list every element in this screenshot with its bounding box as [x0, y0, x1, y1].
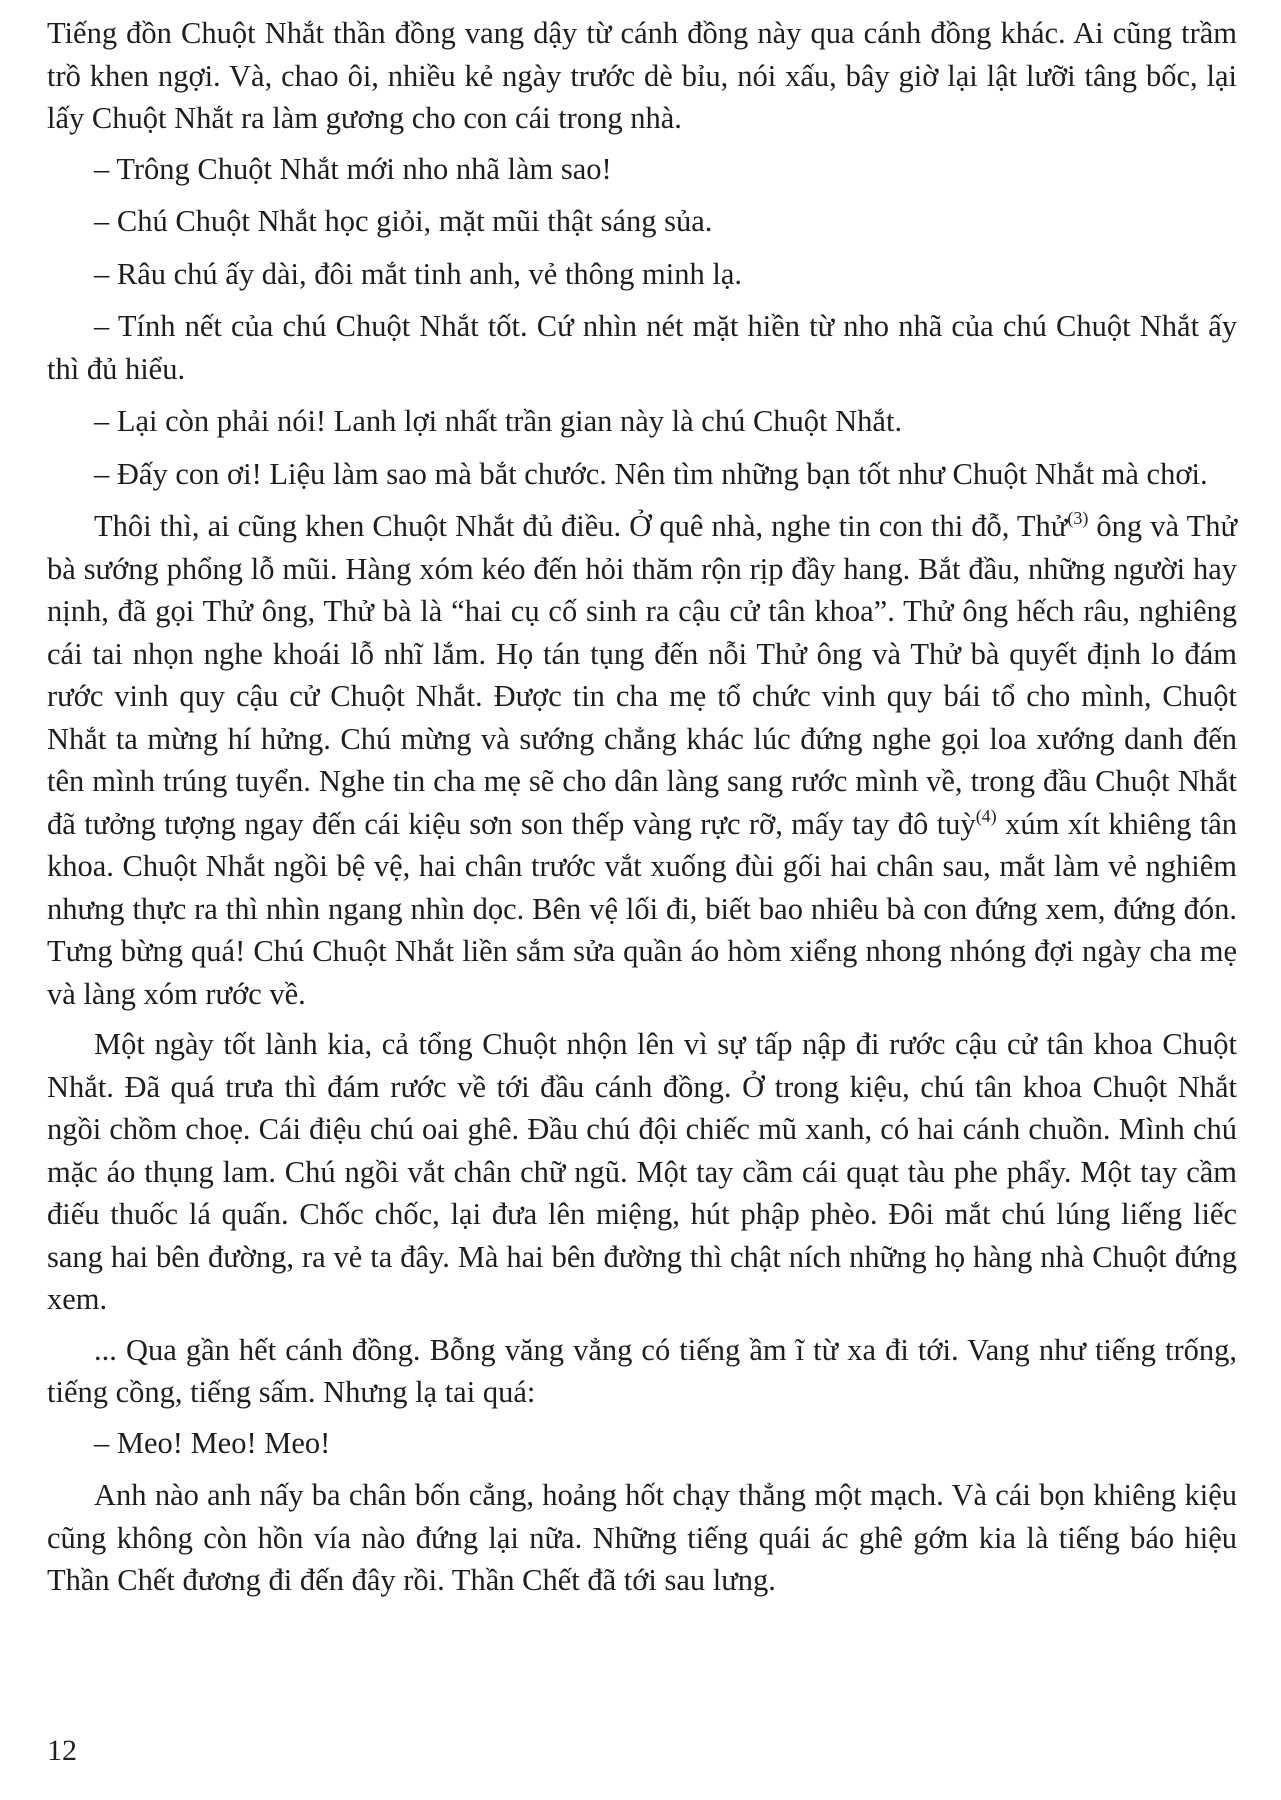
page-body: [47, 12, 1237, 1610]
dialogue-line-6: – Đấy con ơi! Liệu làm sao mà bắt chước. Nên tìm những bạn tốt như Chuột Nhắt mà chơi.: [94, 456, 1208, 491]
dialogue-meo: – Meo! Meo! Meo!: [94, 1425, 331, 1460]
footnote-marker-4: (4): [975, 805, 997, 826]
paragraph-text-part: ông và Thử bà sướng phổng lỗ mũi. Hàng xóm kéo đến hỏi thăm rộn rịp đầy hang. Bắt đầu, những người hay nịnh, đã gọi Thử ông, Thử bà là “hai cụ cố sinh ra cậu cử tân khoa”. Thử ông hếch râu, nghiêng cái tai nhọn nghe khoái lỗ nhĩ lắm. Họ tán tụng đến nỗi Thử ông và Thử bà quyết định lo đám rước vinh quy cậu cử Chuột Nhắt. Được tin cha mẹ tổ chức vinh quy bái tổ cho mình, Chuột Nhắt ta mừng hí hửng. Chú mừng và sướng chẳng khác lúc đứng nghe gọi loa xướng danh đến tên mình trúng tuyển. Nghe tin cha mẹ sẽ cho dân làng sang rước mình về, trong đầu Chuột Nhắt đã tưởng tượng ngay đến cái kiệu sơn son thếp vàng rực rỡ, mấy tay đô tuỳ: [47, 509, 1237, 841]
paragraph-noise: ... Qua gần hết cánh đồng. Bỗng văng vẳng có tiếng ầm ĩ từ xa đi tới. Vang như tiếng trống, tiếng cồng, tiếng sấm. Nhưng lạ tai quá:: [47, 1332, 1237, 1409]
dialogue-line-1: – Trông Chuột Nhắt mới nho nhã làm sao!: [94, 151, 612, 186]
paragraph-text-part: Thôi thì, ai cũng khen Chuột Nhắt đủ điều. Ở quê nhà, nghe tin con thi đỗ, Thử: [94, 509, 1068, 543]
dialogue-line-4: – Tính nết của chú Chuột Nhắt tốt. Cứ nhìn nét mặt hiền từ nho nhã của chú Chuột Nhắt ấy thì đủ hiểu.: [47, 309, 1237, 386]
footnote-marker-3: (3): [1067, 508, 1089, 528]
paragraph-text-part: xúm xít khiêng tân khoa. Chuột Nhắt ngồi bệ vệ, hai chân trước vắt xuống đùi gối hai chân sau, mắt làm vẻ nghiêm nhưng thực ra thì nhìn ngang nhìn dọc. Bên vệ lối đi, biết bao nhiêu bà con đứng xem, đứng đón. Tưng bừng quá! Chú Chuột Nhắt liền sắm sửa quần áo hòm xiểng nhong nhóng đợi ngày cha mẹ và làng xóm rước về.: [47, 806, 1237, 1011]
dialogue-line-2: – Chú Chuột Nhắt học giỏi, mặt mũi thật sáng sủa.: [94, 204, 713, 238]
paragraph-opening: Tiếng đồn Chuột Nhắt thần đồng vang dậy từ cánh đồng này qua cánh đồng khác. Ai cũng trầm trồ khen ngợi. Và, chao ôi, nhiều kẻ ngày trước dè bỉu, nói xấu, bây giờ lại lật lưỡi tâng bốc, lại lấy Chuột Nhắt ra làm gương cho con cái trong nhà.: [47, 16, 1237, 135]
paragraph-procession: Một ngày tốt lành kia, cả tổng Chuột nhộn lên vì sự tấp nập đi rước cậu cử tân khoa Chuột Nhắt. Đã quá trưa thì đám rước về tới đầu cánh đồng. Ở trong kiệu, chú tân khoa Chuột Nhắt ngồi chồm choẹ. Cái điệu chú oai ghê. Đầu chú đội chiếc mũ xanh, có hai cánh chuồn. Mình chú mặc áo thụng lam. Chú ngồi vắt chân chữ ngũ. Một tay cầm cái quạt tàu phe phẩy. Một tay cầm điếu thuốc lá quấn. Chốc chốc, lại đưa lên miệng, hút phập phèo. Đôi mắt chú lúng liếng liếc sang hai bên đường, ra vẻ ta đây. Mà hai bên đường thì chật ních những họ hàng nhà Chuột đứng xem.: [47, 1027, 1237, 1316]
paragraph-thu-family: [47, 505, 1237, 1015]
dialogue-line-3: – Râu chú ấy dài, đôi mắt tinh anh, vẻ thông minh lạ.: [94, 256, 743, 291]
paragraph-escape: Anh nào anh nấy ba chân bốn cẳng, hoảng hốt chạy thẳng một mạch. Và cái bọn khiêng kiệu cũng không còn hồn vía nào đứng lại nữa. Những tiếng quái ác ghê gớm kia là tiếng báo hiệu Thần Chết đương đi đến đây rồi. Thần Chết đã tới sau lưng.: [47, 1478, 1237, 1597]
dialogue-line-5: – Lại còn phải nói! Lanh lợi nhất trần gian này là chú Chuột Nhắt.: [94, 404, 903, 438]
page-number: 12: [47, 1734, 77, 1767]
